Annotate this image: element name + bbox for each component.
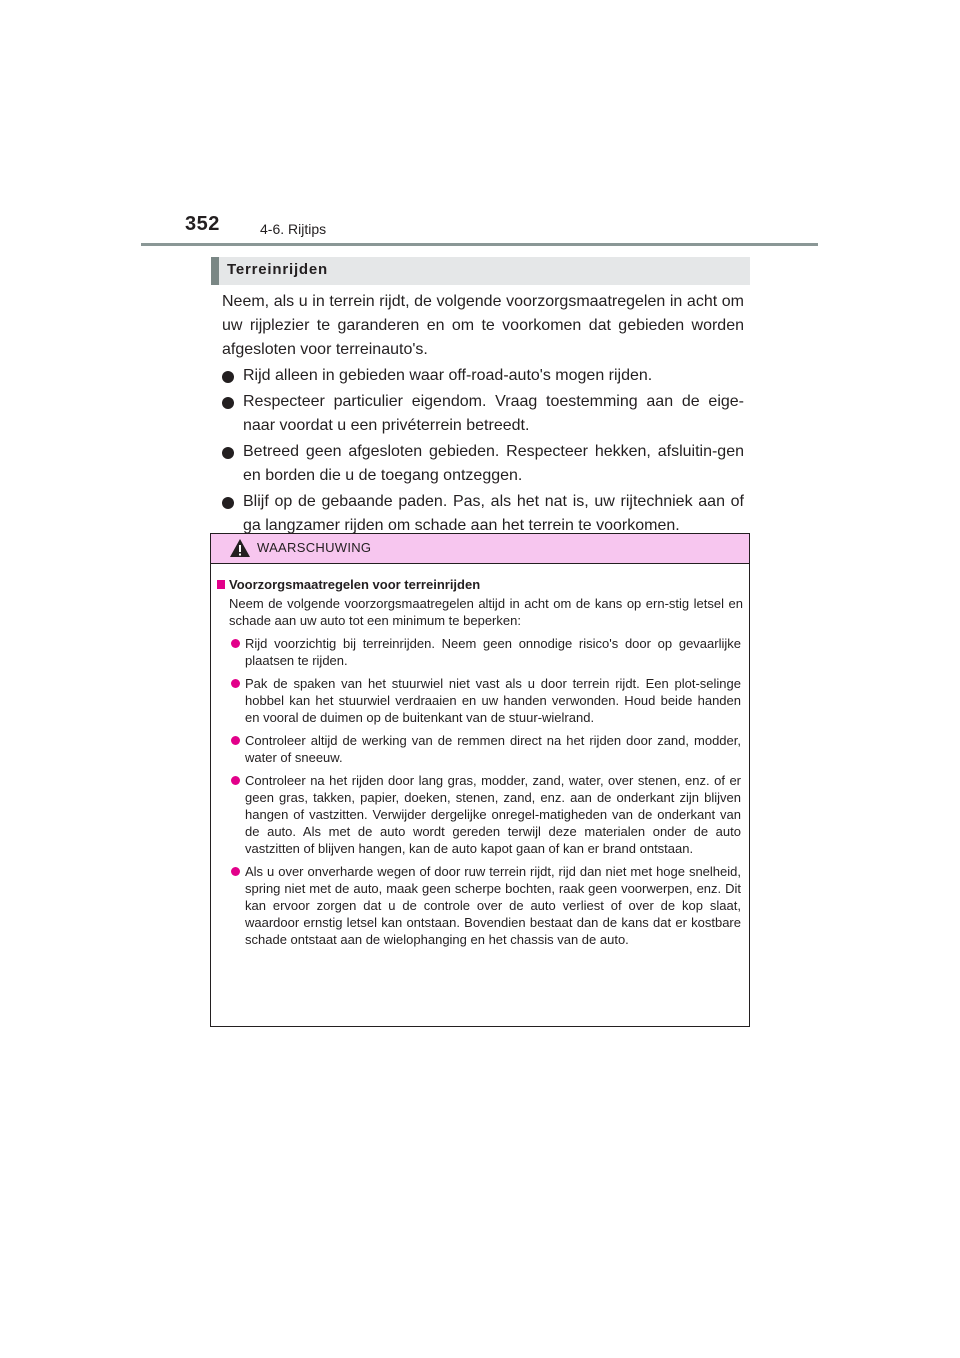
bullet-icon bbox=[222, 371, 234, 383]
warning-box bbox=[210, 533, 750, 1027]
list-item-text: Blijf op de gebaande paden. Pas, als het nat is, uw rijtechniek aan of ga langzamer rijden om schade aan het terrein te voorkomen. bbox=[243, 493, 744, 534]
list-item-text: Respecteer particulier eigendom. Vraag toestemming aan de eige-naar voordat u een privéterrein betreedt. bbox=[243, 393, 744, 434]
warning-list-item bbox=[217, 772, 743, 857]
section-title: Terreinrijden bbox=[227, 261, 328, 278]
warning-label: WAARSCHUWING bbox=[257, 540, 372, 555]
square-bullet-icon bbox=[217, 580, 225, 589]
warning-list-item bbox=[217, 635, 743, 669]
section-header-bar bbox=[211, 257, 219, 285]
bullet-icon bbox=[231, 736, 240, 745]
warning-list-item bbox=[217, 675, 743, 726]
body-text bbox=[222, 290, 744, 538]
page-number: 352 bbox=[185, 213, 220, 235]
warning-list-item bbox=[217, 863, 743, 948]
bullet-icon bbox=[222, 497, 234, 509]
section-header bbox=[211, 257, 750, 285]
warning-list-item-text: Controleer na het rijden door lang gras, modder, zand, water, over stenen, enz. of er geen gras, takken, papier, doeken, stenen, zand, enz. aan de onderkant zijn blijven hangen of vastzitten. Verwijder dergelijke onregel-matigheden van de onderkant van de auto. Als met de auto wordt gereden terwijl deze materialen onder de auto vastzitten of blijven hangen, kan de auto kapot gaan of kan er brand ontstaan. bbox=[245, 773, 741, 856]
bullet-icon bbox=[231, 639, 240, 648]
list-item-text: Betreed geen afgesloten gebieden. Respecteer hekken, afsluitin-gen en borden die u de toegang ontzeggen. bbox=[243, 443, 744, 484]
warning-header bbox=[211, 534, 749, 564]
header-divider bbox=[141, 243, 818, 246]
warning-triangle-icon bbox=[229, 538, 251, 558]
warning-body bbox=[211, 564, 749, 948]
warning-title-text: Voorzorgsmaatregelen voor terreinrijden bbox=[229, 577, 481, 592]
warning-list-item-text: Als u over onverharde wegen of door ruw terrein rijdt, rijd dan niet met hoge snelheid, spring niet met de auto, maak geen scherpe bochten, raak geen voorwerpen, enz. Dit kan ervoor zorgen dat u de controle over de auto verliest of over de kop slaat, waardoor ernstig letsel kan ontstaan. Bovendien bestaat dan de kans dat er kostbare schade ontstaat aan de wielophanging en het chassis van de auto. bbox=[245, 864, 741, 947]
intro-paragraph: Neem, als u in terrein rijdt, de volgende voorzorgsmaatregelen in acht om uw rijplezier te garanderen en om te voorkomen dat gebieden worden afgesloten voor terreinauto's. bbox=[222, 293, 744, 358]
list-item-text: Rijd alleen in gebieden waar off-road-auto's mogen rijden. bbox=[243, 367, 653, 384]
warning-list-item-text: Pak de spaken van het stuurwiel niet vast als u door terrein rijdt. Een plot-selinge hobbel kan het stuurwiel verdraaien en uw handen verwonden. Houd beide handen en vooral de duimen op de buitenkant van de stuur-wielrand. bbox=[245, 676, 741, 725]
list-item bbox=[222, 364, 744, 388]
bullet-icon bbox=[231, 867, 240, 876]
warning-list-item-text: Controleer altijd de werking van de remmen direct na het rijden door zand, modder, water of sneeuw. bbox=[245, 733, 741, 765]
list-item bbox=[222, 390, 744, 438]
list-item bbox=[222, 490, 744, 538]
chapter-label: 4-6. Rijtips bbox=[260, 221, 327, 237]
bullet-icon bbox=[222, 447, 234, 459]
warning-list-item-text: Rijd voorzichtig bij terreinrijden. Neem geen onnodige risico's door op gevaarlijke plaatsen te rijden. bbox=[245, 636, 741, 668]
bullet-icon bbox=[222, 397, 234, 409]
list-item bbox=[222, 440, 744, 488]
warning-title bbox=[217, 576, 743, 593]
bullet-icon bbox=[231, 776, 240, 785]
warning-intro: Neem de volgende voorzorgsmaatregelen altijd in acht om de kans op ern-stig letsel en schade aan uw auto tot een minimum te beperken: bbox=[229, 596, 743, 628]
warning-list-item bbox=[217, 732, 743, 766]
bullet-icon bbox=[231, 679, 240, 688]
